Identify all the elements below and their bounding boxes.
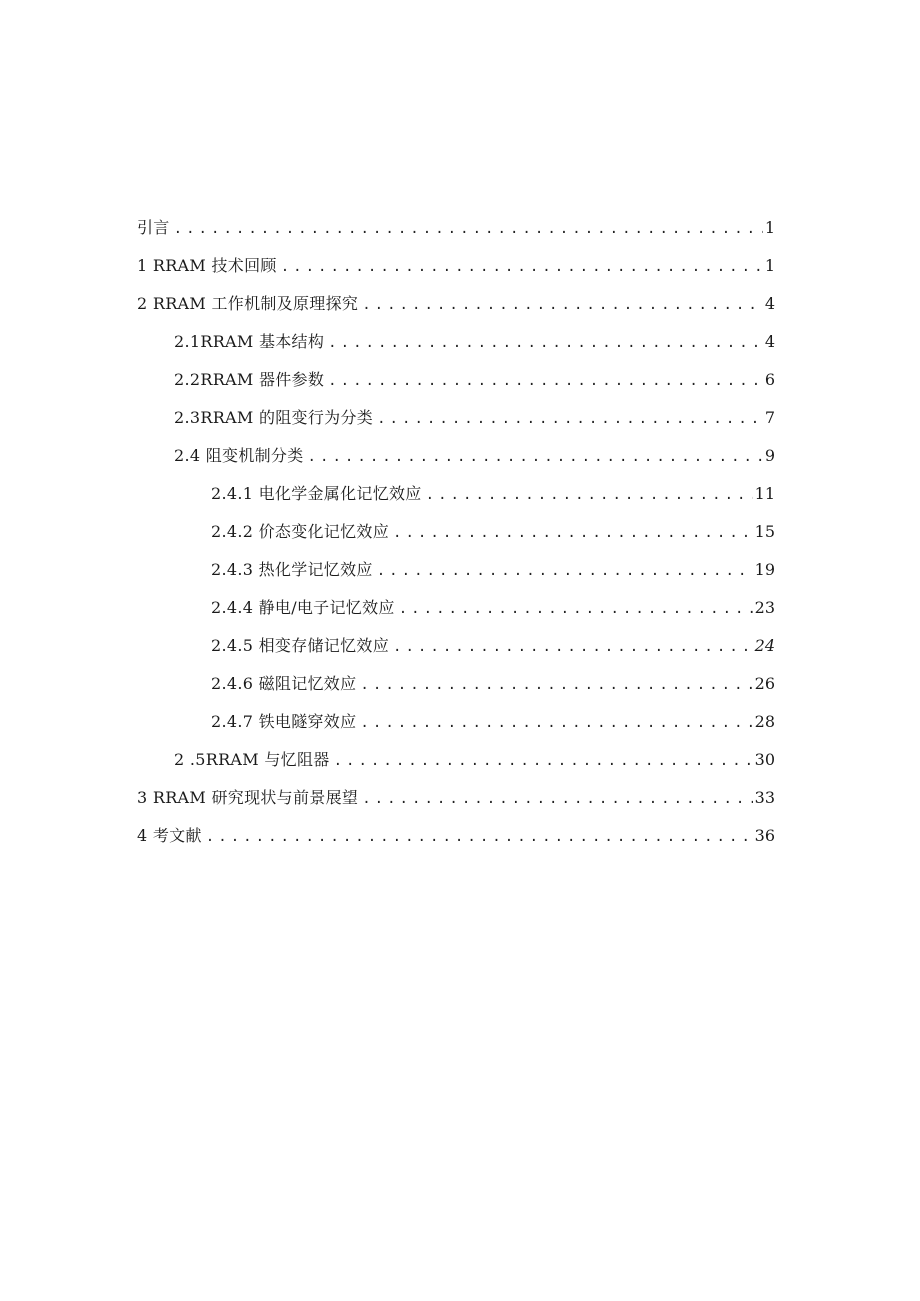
toc-entry[interactable] bbox=[137, 291, 775, 317]
toc-page-number: 6 bbox=[764, 370, 775, 389]
toc-entry-title: 3 RRAM 研究现状与前景展望 bbox=[137, 788, 359, 807]
toc-dot-leader bbox=[360, 710, 752, 736]
toc-entry[interactable] bbox=[211, 519, 775, 545]
toc-dot-leader bbox=[362, 786, 752, 812]
toc-page-number: 24 bbox=[754, 636, 775, 655]
toc-entry-title: 2.4.5 相变存储记忆效应 bbox=[211, 636, 389, 655]
toc-page-number: 1 bbox=[764, 256, 775, 275]
toc-dot-leader bbox=[393, 634, 753, 660]
toc-entry[interactable] bbox=[211, 709, 775, 735]
toc-page-number: 23 bbox=[754, 598, 775, 617]
toc-page-number: 26 bbox=[754, 674, 775, 693]
toc-dot-leader bbox=[360, 672, 752, 698]
toc-page-number: 9 bbox=[764, 446, 775, 465]
toc-entry-title: 1 RRAM 技术回顾 bbox=[137, 256, 277, 275]
toc-entry-title: 2 .5RRAM 与忆阻器 bbox=[174, 750, 330, 769]
toc-page-number: 1 bbox=[764, 218, 775, 237]
toc-page-number: 28 bbox=[754, 712, 775, 731]
toc-entry[interactable] bbox=[137, 215, 775, 241]
toc-dot-leader bbox=[393, 520, 753, 546]
toc-entry[interactable] bbox=[174, 367, 775, 393]
toc-dot-leader bbox=[377, 406, 763, 432]
toc-dot-leader bbox=[206, 824, 753, 850]
toc-dot-leader bbox=[174, 216, 763, 242]
toc-dot-leader bbox=[328, 330, 763, 356]
toc-entry[interactable] bbox=[174, 747, 775, 773]
toc-page-number: 11 bbox=[754, 484, 775, 503]
toc-page-number: 19 bbox=[754, 560, 775, 579]
toc-page-number: 4 bbox=[764, 294, 775, 313]
toc-page-number: 7 bbox=[764, 408, 775, 427]
toc-entry[interactable] bbox=[137, 823, 775, 849]
toc-entry[interactable] bbox=[211, 633, 775, 659]
toc-entry-title: 2.4.7 铁电隧穿效应 bbox=[211, 712, 357, 731]
toc-dot-leader bbox=[334, 748, 753, 774]
toc-entry[interactable] bbox=[174, 405, 775, 431]
toc-dot-leader bbox=[308, 444, 763, 470]
toc-dot-leader bbox=[399, 596, 753, 622]
toc-dot-leader bbox=[377, 558, 753, 584]
toc-page-number: 36 bbox=[754, 826, 775, 845]
toc-dot-leader bbox=[362, 292, 763, 318]
toc-entry-title: 2.1RRAM 基本结构 bbox=[174, 332, 325, 351]
toc-entry-title: 2.4 阻变机制分类 bbox=[174, 446, 304, 465]
toc-page-number: 4 bbox=[764, 332, 775, 351]
toc-entry-title: 2.2RRAM 器件参数 bbox=[174, 370, 325, 389]
toc-page-number: 15 bbox=[754, 522, 775, 541]
toc-entry[interactable] bbox=[211, 481, 775, 507]
toc-entry-title: 2.4.1 电化学金属化记忆效应 bbox=[211, 484, 422, 503]
toc-page-number: 33 bbox=[754, 788, 775, 807]
toc-entry-title: 2 RRAM 工作机制及原理探究 bbox=[137, 294, 359, 313]
toc-entry[interactable] bbox=[211, 595, 775, 621]
toc-dot-leader bbox=[426, 482, 753, 508]
toc-entry[interactable] bbox=[137, 785, 775, 811]
toc-entry-title: 2.3RRAM 的阻变行为分类 bbox=[174, 408, 374, 427]
toc-entry[interactable] bbox=[211, 671, 775, 697]
toc-dot-leader bbox=[328, 368, 763, 394]
toc-entry[interactable] bbox=[174, 329, 775, 355]
toc-entry[interactable] bbox=[174, 443, 775, 469]
toc-entry-title: 4 考文献 bbox=[137, 826, 202, 845]
toc-entry[interactable] bbox=[211, 557, 775, 583]
toc-page-number: 30 bbox=[754, 750, 775, 769]
toc-entry-title: 2.4.6 磁阻记忆效应 bbox=[211, 674, 357, 693]
toc-entry[interactable] bbox=[137, 253, 775, 279]
toc-entry-title: 2.4.2 价态变化记忆效应 bbox=[211, 522, 389, 541]
toc-entry-title: 2.4.3 热化学记忆效应 bbox=[211, 560, 373, 579]
toc-entry-title: 2.4.4 静电/电子记忆效应 bbox=[211, 598, 395, 617]
toc-entry-title: 引言 bbox=[137, 218, 170, 237]
toc-dot-leader bbox=[281, 254, 763, 280]
